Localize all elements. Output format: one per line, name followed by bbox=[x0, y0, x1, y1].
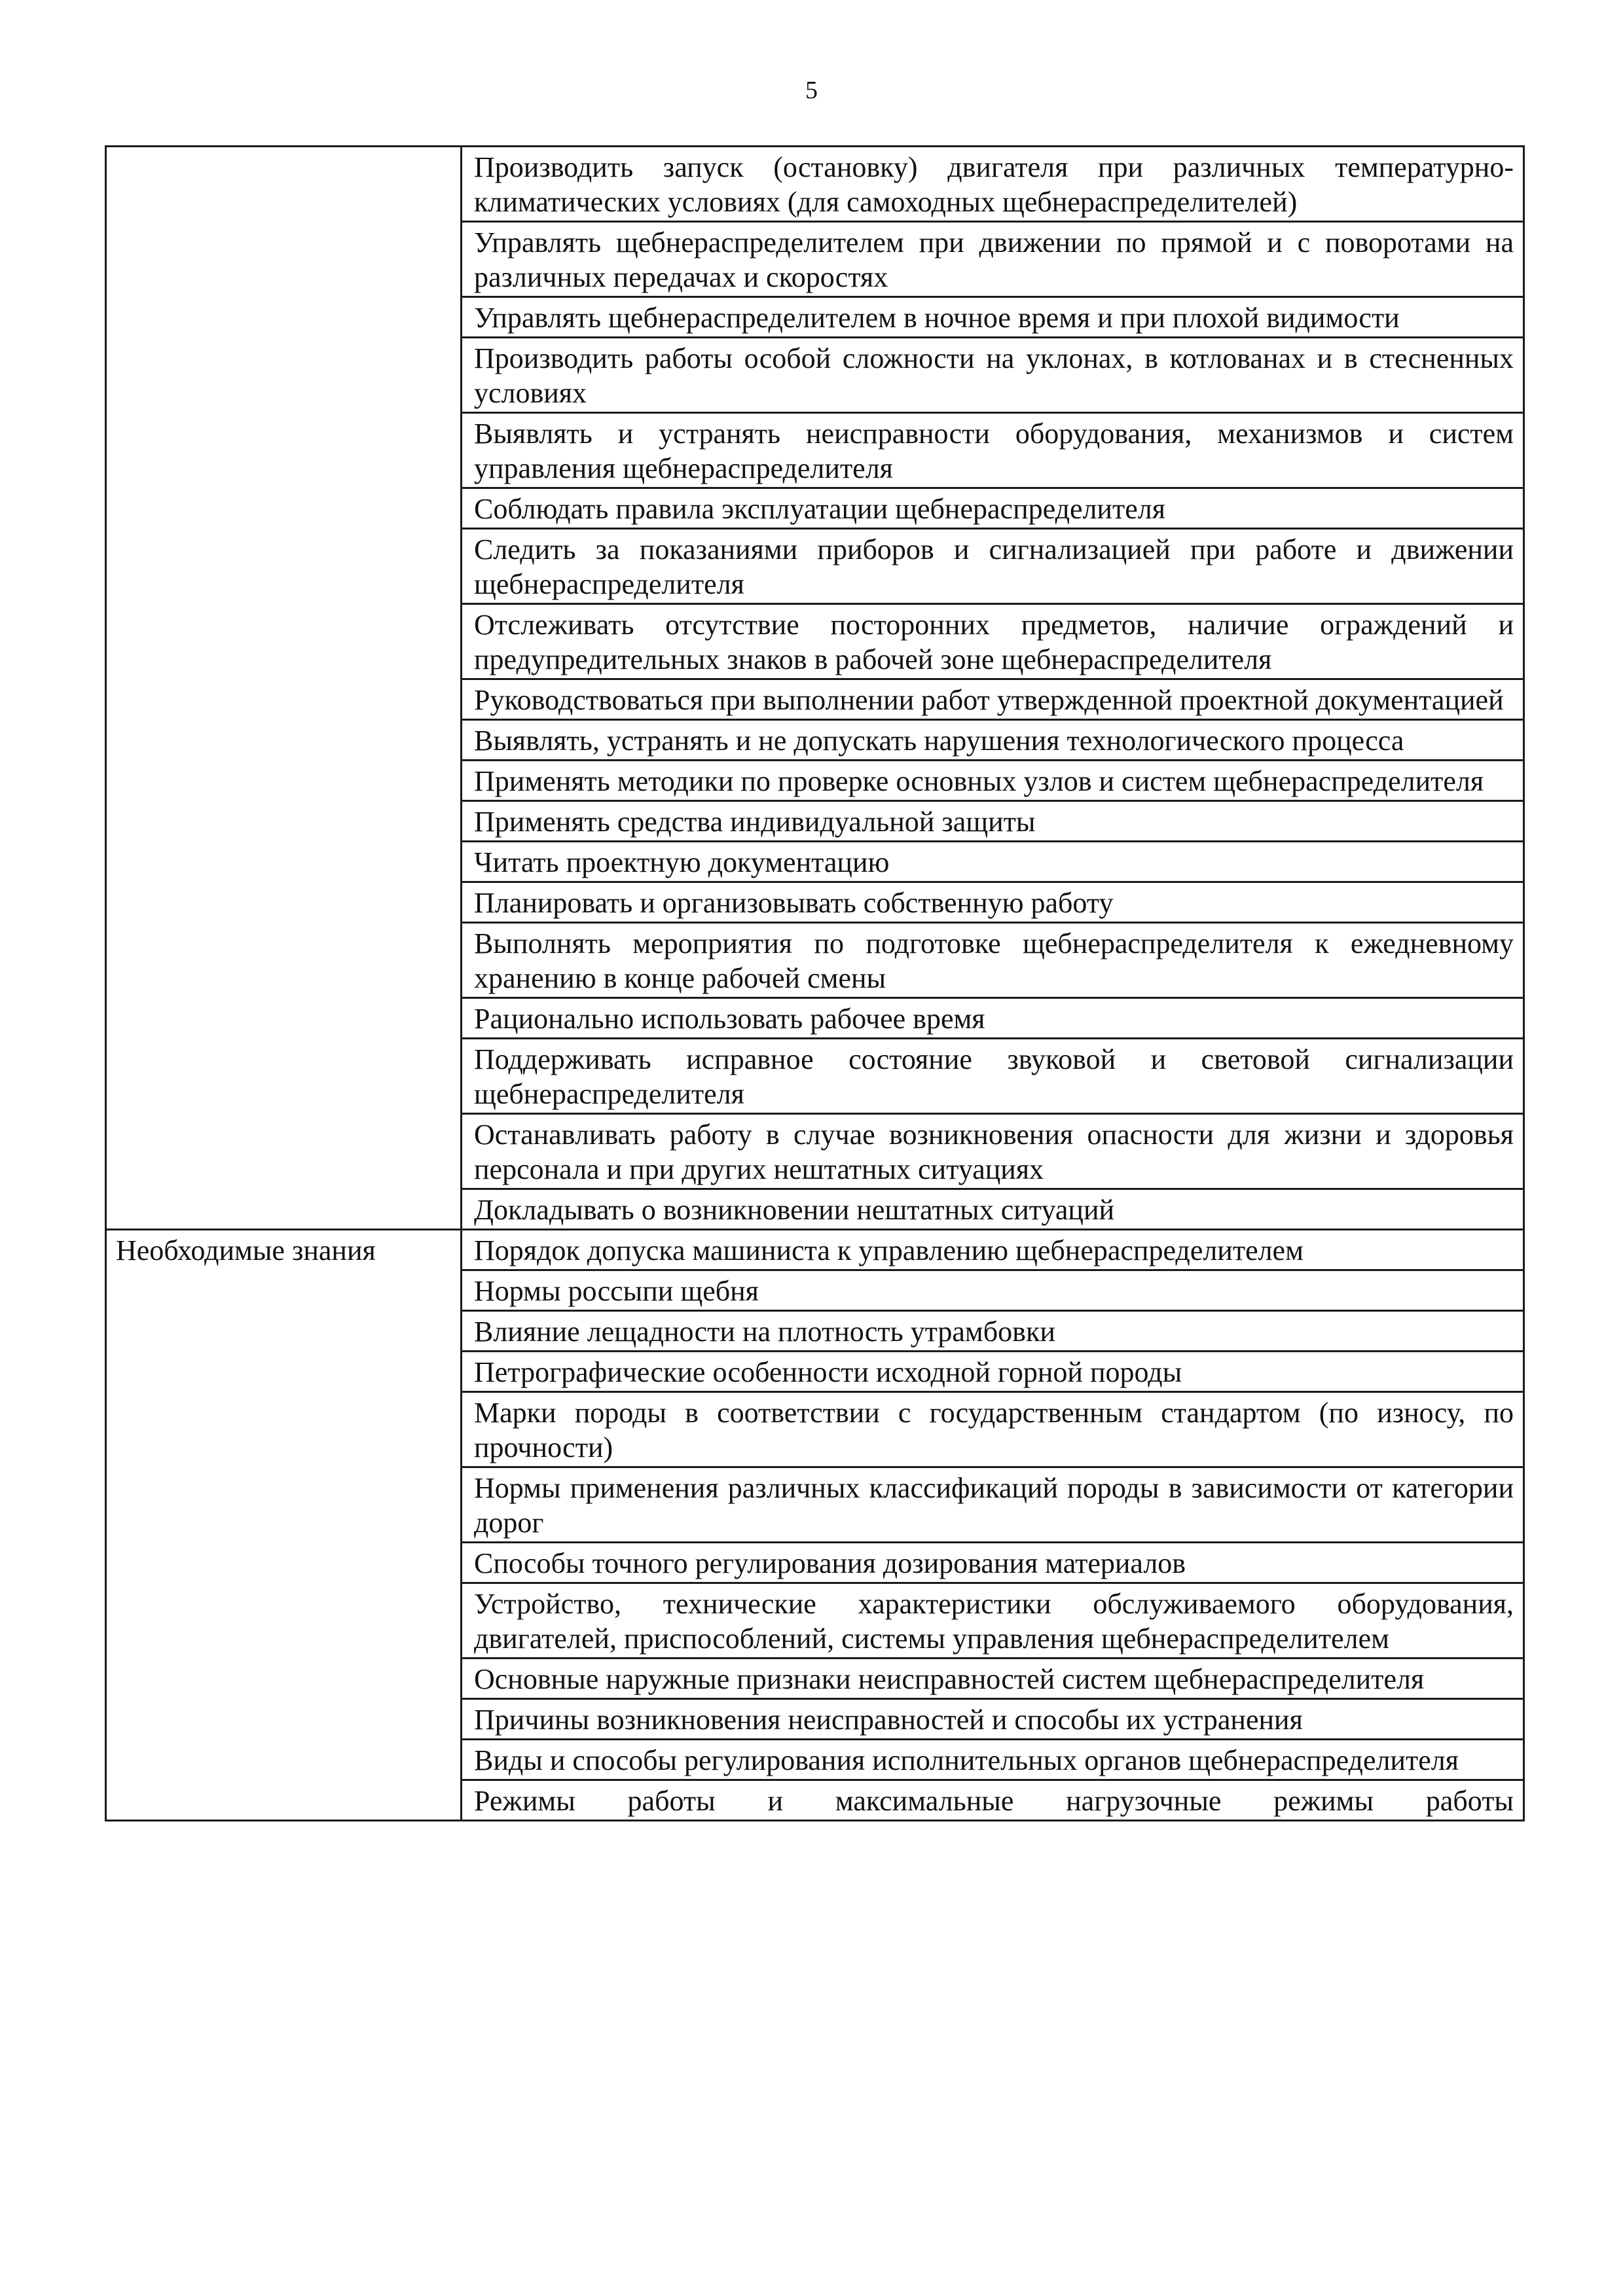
skills-item: Планировать и организовывать собственную работу bbox=[462, 882, 1524, 923]
skills-item: Производить запуск (остановку) двигателя при различных температурно-климатических условиях (для самоходных щебнераспределителей) bbox=[462, 147, 1524, 222]
skills-item: Управлять щебнераспределителем при движении по прямой и с поворотами на различных передачах и скоростях bbox=[462, 222, 1524, 297]
skills-item: Выявлять и устранять неисправности оборудования, механизмов и систем управления щебнераспределителя bbox=[462, 413, 1524, 488]
skills-item: Останавливать работу в случае возникновения опасности для жизни и здоровья персонала и при других нештатных ситуациях bbox=[462, 1114, 1524, 1189]
requirements-table bbox=[105, 145, 1525, 1821]
skills-item: Применять средства индивидуальной защиты bbox=[462, 801, 1524, 842]
page-number: 5 bbox=[805, 77, 818, 104]
skills-item: Рационально использовать рабочее время bbox=[462, 998, 1524, 1039]
skills-item: Управлять щебнераспределителем в ночное время и при плохой видимости bbox=[462, 297, 1524, 338]
table-body bbox=[106, 147, 1524, 1821]
knowledge-item: Причины возникновения неисправностей и способы их устранения bbox=[462, 1699, 1524, 1740]
knowledge-item: Виды и способы регулирования исполнительных органов щебнераспределителя bbox=[462, 1740, 1524, 1780]
skills-item: Отслеживать отсутствие посторонних предметов, наличие ограждений и предупредительных знаков в рабочей зоне щебнераспределителя bbox=[462, 604, 1524, 679]
skills-item: Поддерживать исправное состояние звуковой и световой сигнализации щебнераспределителя bbox=[462, 1039, 1524, 1114]
section-label-cell-skills bbox=[106, 147, 462, 1230]
skills-item: Применять методики по проверке основных узлов и систем щебнераспределителя bbox=[462, 761, 1524, 801]
knowledge-item: Влияние лещадности на плотность утрамбовки bbox=[462, 1311, 1524, 1352]
table-row bbox=[106, 1230, 1524, 1270]
knowledge-item: Устройство, технические характеристики обслуживаемого оборудования, двигателей, приспособлений, системы управления щебнераспределителем bbox=[462, 1583, 1524, 1659]
skills-item: Выполнять мероприятия по подготовке щебнераспределителя к ежедневному хранению в конце рабочей смены bbox=[462, 923, 1524, 998]
knowledge-item: Порядок допуска машиниста к управлению щебнераспределителем bbox=[462, 1230, 1524, 1270]
knowledge-item: Основные наружные признаки неисправностей систем щебнераспределителя bbox=[462, 1659, 1524, 1699]
knowledge-item: Петрографические особенности исходной горной породы bbox=[462, 1352, 1524, 1392]
knowledge-item: Марки породы в соответствии с государственным стандартом (по износу, по прочности) bbox=[462, 1392, 1524, 1467]
skills-item: Выявлять, устранять и не допускать нарушения технологического процесса bbox=[462, 720, 1524, 761]
skills-item: Соблюдать правила эксплуатации щебнераспределителя bbox=[462, 488, 1524, 529]
skills-item: Руководствоваться при выполнении работ утвержденной проектной документацией bbox=[462, 679, 1524, 720]
table-row bbox=[106, 147, 1524, 222]
section-label-cell-knowledge bbox=[106, 1230, 462, 1821]
skills-item: Следить за показаниями приборов и сигнализацией при работе и движении щебнераспределителя bbox=[462, 529, 1524, 604]
skills-item: Читать проектную документацию bbox=[462, 842, 1524, 882]
knowledge-item: Нормы применения различных классификаций породы в зависимости от категории дорог bbox=[462, 1467, 1524, 1543]
section-label-knowledge: Необходимые знания bbox=[116, 1234, 376, 1266]
knowledge-item: Способы точного регулирования дозирования материалов bbox=[462, 1543, 1524, 1583]
skills-item: Докладывать о возникновении нештатных ситуаций bbox=[462, 1189, 1524, 1230]
knowledge-item: Режимы работы и максимальные нагрузочные режимы работы bbox=[462, 1780, 1524, 1821]
skills-item: Производить работы особой сложности на уклонах, в котлованах и в стесненных условиях bbox=[462, 338, 1524, 413]
knowledge-item: Нормы россыпи щебня bbox=[462, 1270, 1524, 1311]
